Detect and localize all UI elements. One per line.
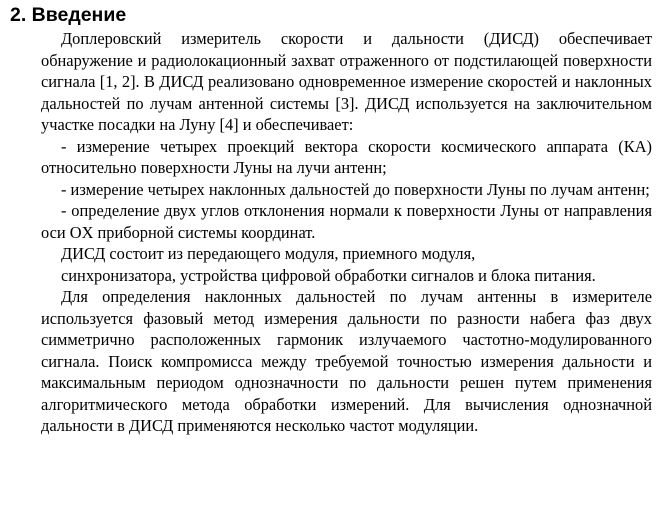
paragraph-composition-rest: синхронизатора, устройства цифровой обработки сигналов и блока питания. [61,265,596,285]
paragraph-intro: Доплеровский измеритель скорости и дальности (ДИСД) обеспечивает обнаружение и радиолокационный захват отраженного от подстилающей поверхности сигнала [1, 2]. В ДИСД реализовано одновременное измерение скоростей и наклонных дальностей по лучам антенной системы [3]. ДИСД используется на заключительном участке посадки на Луну [4] и обеспечивает: [41,29,652,134]
section-body [41,28,652,437]
paragraph-method: Для определения наклонных дальностей по лучам антенны в измерителе используется фазовый метод измерения дальности по разности набега фаз двух симметрично расположенных гармоник излучаемого частотно-модулированного сигнала. Поиск компромисса между требуемой точностью измерения дальности и максимальным периодом однозначности по дальности решен путем применения алгоритмического метода обработки измерений. Для вычисления однозначной дальности в ДИСД применяются несколько частот модуляции. [41,287,652,435]
paragraph-composition-first-line: ДИСД состоит из передающего модуля, приемного модуля, [61,244,476,263]
list-item-velocity: - измерение четырех проекций вектора скорости космического аппарата (КА) относительно поверхности Луны на лучи антенн; [41,136,652,177]
list-item-range: - измерение четырех наклонных дальностей до поверхности Луны по лучам антенн; [61,179,650,199]
section-heading: 2. Введение [10,4,127,26]
list-item-angles: - определение двух углов отклонения нормали к поверхности Луны от направления оси OX приборной системы координат. [41,201,652,242]
